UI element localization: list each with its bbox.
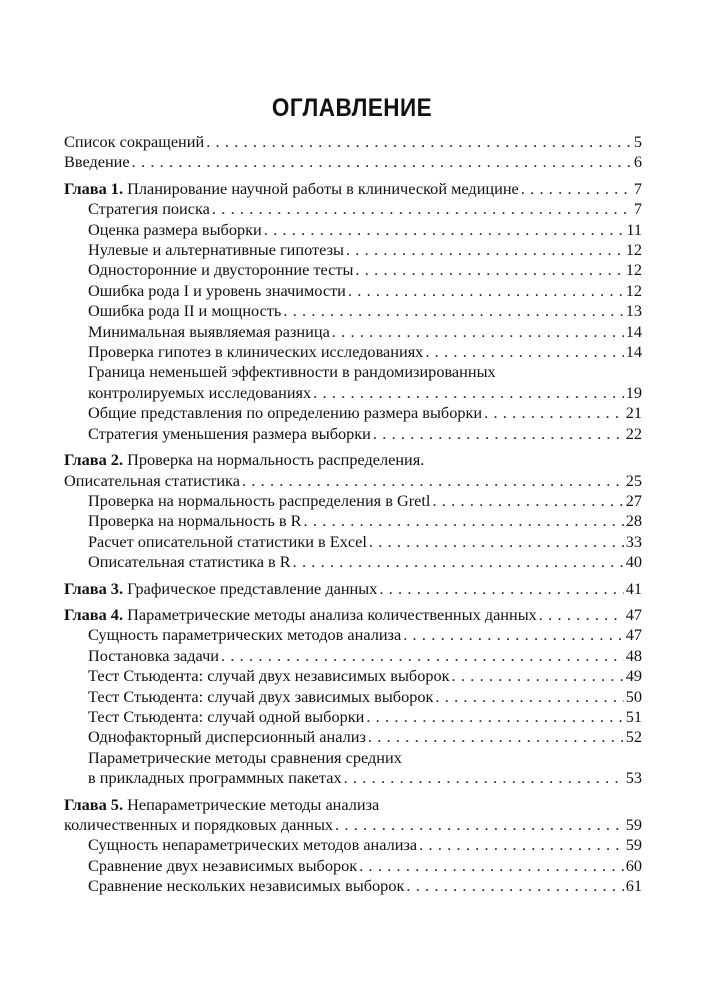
toc-entry[interactable] xyxy=(64,646,642,666)
toc-leader xyxy=(359,856,624,876)
toc-entry-page: 21 xyxy=(625,403,642,423)
toc-entry-title: Нулевые и альтернативные гипотезы xyxy=(88,240,344,260)
toc-leader xyxy=(368,727,624,747)
toc-entry-page: 61 xyxy=(625,876,642,896)
toc-leader xyxy=(242,471,624,491)
toc-entry-title: Односторонние и двусторонние тесты xyxy=(88,260,354,280)
toc-entry-title: Тест Стьюдента: случай двух зависимых выборок xyxy=(88,686,434,706)
toc-entry-title: Стратегия поиска xyxy=(88,199,210,219)
toc-entry-title: Тест Стьюдента: случай двух независимых выборок xyxy=(88,666,450,686)
toc-leader xyxy=(335,815,624,835)
toc-entry-page: 47 xyxy=(625,625,642,645)
toc-entry[interactable] xyxy=(64,666,642,686)
toc-entry-page: 25 xyxy=(625,470,642,490)
toc-entry-page: 22 xyxy=(625,423,642,443)
toc-leader xyxy=(432,491,623,511)
toc-entry-title: Постановка задачи xyxy=(88,645,219,665)
toc-entry-page: 49 xyxy=(625,666,642,686)
toc-entry-title: Оценка размера выборки xyxy=(88,219,262,239)
toc-entry-page: 52 xyxy=(625,727,642,747)
toc-entry-page: 47 xyxy=(625,604,642,624)
toc-entry[interactable] xyxy=(64,260,642,280)
toc-entry-line1[interactable]: Параметрические методы сравнения средних xyxy=(88,747,402,767)
toc-entry[interactable] xyxy=(64,322,642,342)
toc-entry-title: Ошибка рода I и уровень значимости xyxy=(88,280,346,300)
toc-entry-page: 50 xyxy=(625,686,642,706)
toc-entry-page: 33 xyxy=(625,531,642,551)
toc-entry-title: Сравнение нескольких независимых выборок xyxy=(88,876,405,896)
toc-entry-page: 41 xyxy=(625,578,642,598)
toc-entry-title: контролируемых исследованиях xyxy=(88,382,312,402)
toc-leader xyxy=(212,199,632,219)
page-title: ОГЛАВЛЕНИЕ xyxy=(271,94,433,122)
toc-leader xyxy=(539,605,624,625)
toc-entry[interactable] xyxy=(64,876,642,896)
toc-leader xyxy=(366,707,623,727)
toc-entry-page: 53 xyxy=(625,768,642,788)
chapter-number: Глава 4. xyxy=(64,604,124,624)
toc-leader xyxy=(521,179,632,199)
chapter-number: Глава 2. xyxy=(64,450,124,470)
toc-entry-page: 12 xyxy=(625,240,642,260)
toc-entry[interactable] xyxy=(64,403,642,423)
toc-leader xyxy=(348,281,624,301)
toc-entry-page: 51 xyxy=(625,706,642,726)
toc-entry[interactable] xyxy=(64,707,642,727)
toc-chapter-entry[interactable] xyxy=(64,579,642,599)
toc-entry[interactable] xyxy=(64,856,642,876)
toc-entry[interactable] xyxy=(64,511,642,531)
toc-entry-page: 12 xyxy=(625,260,642,280)
toc-entry[interactable] xyxy=(64,199,642,219)
toc-entry-page: 19 xyxy=(625,382,642,402)
toc-leader xyxy=(406,876,623,896)
toc-entry-page: 59 xyxy=(625,815,642,834)
toc-entry[interactable] xyxy=(64,132,642,152)
toc-entry-title: Список сокращений xyxy=(64,132,205,151)
toc-entry-page: 7 xyxy=(633,199,642,219)
toc-chapter-line1[interactable] xyxy=(64,450,642,470)
chapter-number: Глава 3. xyxy=(64,578,124,598)
toc-entry-page: 6 xyxy=(633,152,642,172)
toc-entry-title: Сравнение двух независимых выборок xyxy=(88,855,358,875)
toc-entry[interactable] xyxy=(64,687,642,707)
toc-entry-title: Расчет описательной статистики в Excel xyxy=(88,531,367,551)
toc-entry[interactable] xyxy=(64,220,642,240)
toc-entry-title: Описательная статистика xyxy=(64,470,240,490)
toc-entry-title: Стратегия уменьшения размера выборки xyxy=(88,423,371,443)
toc-leader xyxy=(264,220,625,240)
toc-chapter-entry[interactable] xyxy=(64,815,642,835)
chapter-number: Глава 5. xyxy=(64,794,124,814)
toc-entry-title: в прикладных программных пакетах xyxy=(88,768,342,788)
toc-entry-title: Введение xyxy=(64,152,130,172)
toc-entry[interactable] xyxy=(64,152,642,172)
toc-entry-title: Графическое представление данных xyxy=(127,578,378,598)
toc-entry-page: 7 xyxy=(633,178,642,198)
toc-entry-title: Ошибка рода II и мощность xyxy=(88,301,282,321)
toc-entry-page: 27 xyxy=(625,490,642,510)
toc-entry-title: Параметрические методы анализа количественных данных xyxy=(127,604,537,624)
toc-entry-title: Тест Стьюдента: случай одной выборки xyxy=(88,706,365,726)
toc-leader xyxy=(452,666,624,686)
chapter-number: Глава 1. xyxy=(64,178,124,198)
toc-entry[interactable] xyxy=(64,383,642,403)
toc-entry[interactable] xyxy=(64,727,642,747)
toc-leader xyxy=(435,687,623,707)
toc-entry[interactable] xyxy=(64,625,642,645)
toc-entry-page: 14 xyxy=(625,342,642,362)
toc-entry-page: 40 xyxy=(625,552,642,572)
toc-chapter-entry[interactable] xyxy=(64,605,642,625)
toc-leader xyxy=(355,260,623,280)
toc-leader xyxy=(425,342,623,362)
toc-entry-title: Описательная статистика в R xyxy=(88,552,291,572)
toc-entry-page: 14 xyxy=(625,321,642,341)
toc-entry[interactable] xyxy=(64,768,642,788)
toc-entry-page: 28 xyxy=(625,511,642,531)
toc-entry-page: 5 xyxy=(633,132,642,151)
toc-entry[interactable] xyxy=(64,301,642,321)
toc-leader xyxy=(373,424,624,444)
toc-entry-title: Планирование научной работы в клинической медицине xyxy=(127,178,519,198)
toc-entry-title: Проверка на нормальность распределения в Gretl xyxy=(88,490,431,510)
toc-entry-page: 60 xyxy=(625,855,642,875)
toc-entry-title: Проверка гипотез в клинических исследованиях xyxy=(88,342,424,362)
toc-leader xyxy=(369,532,624,552)
toc-leader xyxy=(283,301,623,321)
toc-entry-title: количественных и порядковых данных xyxy=(64,815,334,834)
toc-entry[interactable] xyxy=(64,281,642,301)
toc-entry-page: 48 xyxy=(625,645,642,665)
toc-entry[interactable] xyxy=(64,240,642,260)
toc-chapter-entry[interactable] xyxy=(64,179,642,199)
toc-entry-title: Проверка на нормальность в R xyxy=(88,511,302,531)
toc-leader xyxy=(403,625,624,645)
toc-leader xyxy=(304,511,624,531)
toc-entry-line1: Проверка на нормальность распределения. xyxy=(127,450,425,470)
toc-leader xyxy=(132,152,632,172)
toc-entry[interactable] xyxy=(64,835,642,855)
toc-entry-page: 59 xyxy=(625,835,642,855)
toc-leader xyxy=(221,646,624,666)
toc-entry-title: Сущность непараметрических методов анализа xyxy=(88,835,418,855)
toc-entry-page: 12 xyxy=(625,280,642,300)
toc-leader xyxy=(484,403,624,423)
table-of-contents xyxy=(64,132,642,897)
toc-leader xyxy=(332,322,624,342)
toc-entry[interactable] xyxy=(64,342,642,362)
toc-leader xyxy=(379,579,623,599)
toc-leader xyxy=(346,240,624,260)
toc-entry-title: Однофакторный дисперсионный анализ xyxy=(88,727,366,747)
toc-entry-line1: Непараметрические методы анализа xyxy=(127,794,380,814)
toc-entry[interactable] xyxy=(64,491,642,511)
toc-entry-title: Сущность параметрических методов анализа xyxy=(88,625,402,645)
toc-entry-title: Минимальная выявляемая разница xyxy=(88,321,330,341)
toc-chapter-entry[interactable] xyxy=(64,471,642,491)
toc-leader xyxy=(313,383,624,403)
toc-entry-title: Общие представления по определению размера выборки xyxy=(88,403,483,423)
toc-entry-line1[interactable]: Граница неменьшей эффективности в рандомизированных xyxy=(88,362,496,382)
toc-leader xyxy=(293,552,624,572)
toc-leader xyxy=(419,835,624,855)
toc-entry-page: 13 xyxy=(625,301,642,321)
toc-chapter-line1[interactable] xyxy=(64,795,642,815)
toc-leader xyxy=(344,768,624,788)
toc-entry[interactable] xyxy=(64,532,642,552)
toc-entry[interactable] xyxy=(64,552,642,572)
toc-leader xyxy=(206,132,632,152)
toc-entry-page: 11 xyxy=(626,219,642,239)
toc-entry[interactable] xyxy=(64,424,642,444)
